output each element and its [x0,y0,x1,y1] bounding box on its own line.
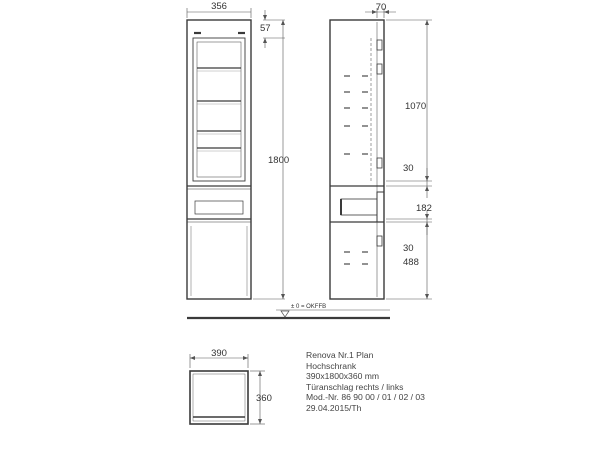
info-model: Mod.-Nr. 86 90 00 / 01 / 02 / 03 [306,392,425,403]
dim-gap-lower: 30 [403,243,414,254]
plan-outline [190,371,248,424]
info-type: Hochschrank [306,360,357,371]
plan-view [190,371,248,424]
dim-total-height: 1800 [268,155,290,166]
side-shelf-marks [344,76,368,264]
dim-gap-upper: 30 [403,163,414,174]
front-cabinet-outline [187,20,251,299]
plan-dimensions [190,354,265,424]
dim-plan-width: 390 [211,348,227,359]
side-cabinet-outline [330,20,384,299]
dim-plan-depth: 360 [256,393,272,404]
front-glass-door [193,38,245,181]
side-view [330,20,384,299]
info-product: Renova Nr.1 Plan [306,350,374,360]
floor-marker-icon [281,311,289,317]
info-block [306,350,425,414]
info-size: 390x1800x360 mm [306,371,380,382]
dim-side-depth: 70 [375,2,387,13]
dim-lower-height: 488 [403,257,419,268]
dim-top-offset: 57 [260,23,271,34]
info-hinge: Türanschlag rechts / links [306,381,404,392]
dim-upper-height: 1070 [405,101,427,112]
dim-drawer-height: 182 [416,203,432,214]
front-dimensions [187,8,285,299]
front-view [187,20,251,299]
dim-front-width: 356 [211,1,227,12]
side-drawer [341,199,377,215]
front-shelves [197,68,241,148]
front-drawer [195,201,243,214]
floor-label: ± 0 = OKFFB [291,304,327,310]
info-date: 29.04.2015/Th [306,402,362,413]
side-dimensions [365,8,432,299]
